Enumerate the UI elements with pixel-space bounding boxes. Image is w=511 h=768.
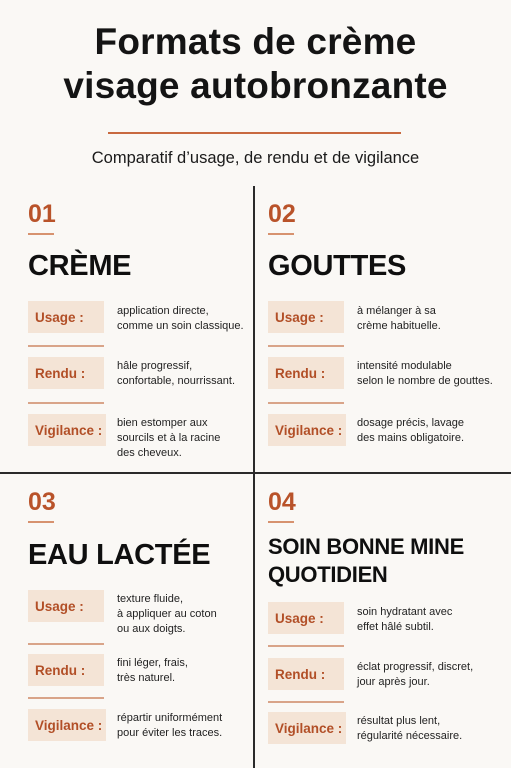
section-heading: EAU LACTÉE — [28, 539, 211, 571]
vigilance-text: dosage précis, lavage des mains obligatoire. — [357, 417, 465, 444]
rendu-text: hâle progressif, confortable, nourrissant. — [117, 360, 236, 387]
section-soin-bonne-mine — [268, 488, 504, 763]
section-number: 03 — [28, 488, 56, 516]
rendu-text: fini léger, frais, très naturel. — [117, 657, 188, 684]
row-separator — [268, 402, 344, 404]
row-separator — [28, 345, 104, 347]
label-usage: Usage : — [268, 301, 344, 333]
vigilance-text: résultat plus lent, régularité nécessaire. — [357, 715, 463, 742]
section-gouttes — [268, 200, 504, 470]
label-vigilance: Vigilance : — [28, 414, 106, 446]
label-rendu: Rendu : — [268, 658, 344, 690]
number-underline — [268, 233, 294, 235]
subtitle: Comparatif d’usage, de rendu et de vigilance — [91, 149, 420, 167]
label-vigilance: Vigilance : — [268, 712, 346, 744]
label-usage: Usage : — [268, 602, 344, 634]
section-number: 04 — [268, 488, 296, 516]
label-vigilance: Vigilance : — [28, 709, 106, 741]
title-divider — [108, 132, 401, 134]
number-underline — [28, 233, 54, 235]
vertical-divider — [253, 186, 255, 768]
section-number: 01 — [28, 200, 56, 228]
number-underline — [268, 521, 294, 523]
rendu-text: éclat progressif, discret, jour après jour. — [357, 661, 474, 688]
section-heading: GOUTTES — [268, 250, 407, 282]
label-rendu: Rendu : — [28, 654, 104, 686]
section-eau-lactee — [28, 488, 248, 763]
row-separator — [28, 402, 104, 404]
page-title — [0, 20, 511, 108]
label-usage: Usage : — [28, 301, 104, 333]
row-separator — [28, 697, 104, 699]
rendu-text: intensité modulable selon le nombre de gouttes. — [357, 360, 493, 387]
usage-text: application directe, comme un soin classique. — [117, 305, 244, 332]
title-line-2: visage autobronzante — [63, 65, 448, 106]
usage-text: à mélanger à sa crème habituelle. — [357, 305, 441, 332]
horizontal-divider — [0, 472, 511, 474]
row-separator — [268, 645, 344, 647]
usage-text: texture fluide, à appliquer au coton ou aux doigts. — [117, 593, 217, 635]
row-separator — [268, 701, 344, 703]
label-rendu: Rendu : — [268, 357, 344, 389]
section-creme — [28, 200, 248, 470]
label-vigilance: Vigilance : — [268, 414, 346, 446]
row-separator — [268, 345, 344, 347]
vigilance-text: répartir uniformément pour éviter les traces. — [117, 712, 223, 739]
section-heading: SOIN BONNE MINE QUOTIDIEN — [268, 534, 464, 587]
vigilance-text: bien estomper aux sourcils et à la racine des cheveux. — [117, 417, 221, 459]
label-rendu: Rendu : — [28, 357, 104, 389]
section-heading: CRÈME — [28, 250, 132, 282]
section-number: 02 — [268, 200, 296, 228]
number-underline — [28, 521, 54, 523]
label-usage: Usage : — [28, 590, 104, 622]
row-separator — [28, 643, 104, 645]
title-line-1: Formats de crème — [94, 21, 417, 62]
usage-text: soin hydratant avec effet hâlé subtil. — [357, 606, 453, 633]
